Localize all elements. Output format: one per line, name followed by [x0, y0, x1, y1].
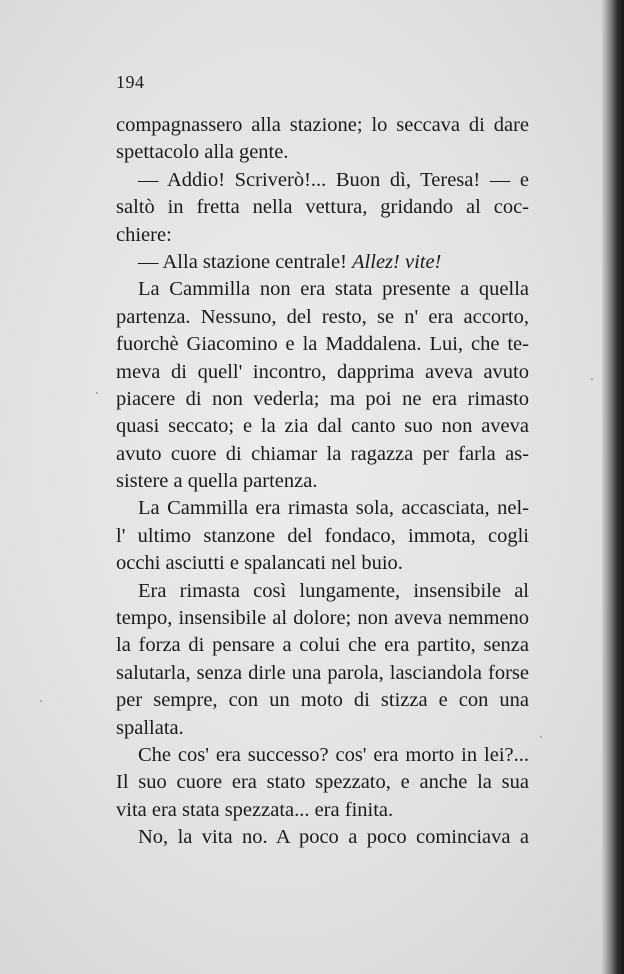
text-line: — Addio! Scriverò!... Buon dì, Teresa! — e: [138, 168, 529, 191]
text-line: saltò in fretta nella vettura, gridando al coc-: [116, 196, 529, 219]
text-line: Era rimasta così lungamente, insensibile al: [138, 579, 529, 602]
paper-speck: [540, 736, 542, 738]
text-line: sistere a quella partenza.: [116, 470, 318, 493]
paper-speck: [591, 378, 593, 380]
text-line: salutarla, senza dirle una parola, lasciandola forse: [116, 661, 529, 684]
text-line: La Cammilla non era stata presente a quella: [138, 278, 529, 301]
text-line: Il suo cuore era stato spezzato, e anche la sua: [116, 771, 529, 794]
text-line: — Alla stazione centrale! Allez! vite!: [138, 250, 442, 273]
text-line: No, la vita no. A poco a poco cominciava a: [138, 826, 529, 849]
text-line: Che cos' era successo? cos' era morto in lei?...: [138, 743, 529, 766]
text-line: tempo, insensibile al dolore; non aveva nemmeno: [116, 607, 529, 630]
text-line: quasi seccato; e la zia dal canto suo non aveva: [116, 415, 529, 438]
text-line: meva di quell' incontro, dapprima aveva avuto: [116, 360, 529, 383]
text-line: compagnassero alla stazione; lo seccava di dare: [116, 114, 529, 136]
text-line: chiere:: [116, 223, 172, 246]
paper-speck: [96, 392, 98, 394]
text-line: per sempre, con un moto di stizza e con una: [116, 689, 529, 712]
paper-speck: [40, 700, 42, 702]
text-line: spettacolo alla gente.: [116, 141, 289, 164]
text-line: occhi asciutti e spalancati nel buio.: [116, 552, 403, 575]
italic-phrase: Allez! vite!: [352, 250, 442, 273]
text-line: la forza di pensare a colui che era partito, senza: [116, 634, 529, 657]
text-line: fuorchè Giacomino e la Maddalena. Lui, che te-: [116, 333, 529, 356]
text-line: spallata.: [116, 716, 184, 739]
text-line: l' ultimo stanzone del fondaco, immota, cogli: [116, 524, 529, 547]
text-line: piacere di non vederla; ma poi ne era rimasto: [116, 387, 529, 410]
text-line: vita era stata spezzata... era finita.: [116, 798, 394, 821]
text-line: partenza. Nessuno, del resto, se n' era accorto,: [116, 305, 529, 328]
page-number: 194: [116, 72, 145, 92]
text-line: La Cammilla era rimasta sola, accasciata, nel-: [138, 497, 529, 520]
book-binding-edge: [602, 0, 624, 974]
body-text: [116, 112, 529, 852]
text-line: avuto cuore di chiamar la ragazza per farla as-: [116, 442, 529, 465]
